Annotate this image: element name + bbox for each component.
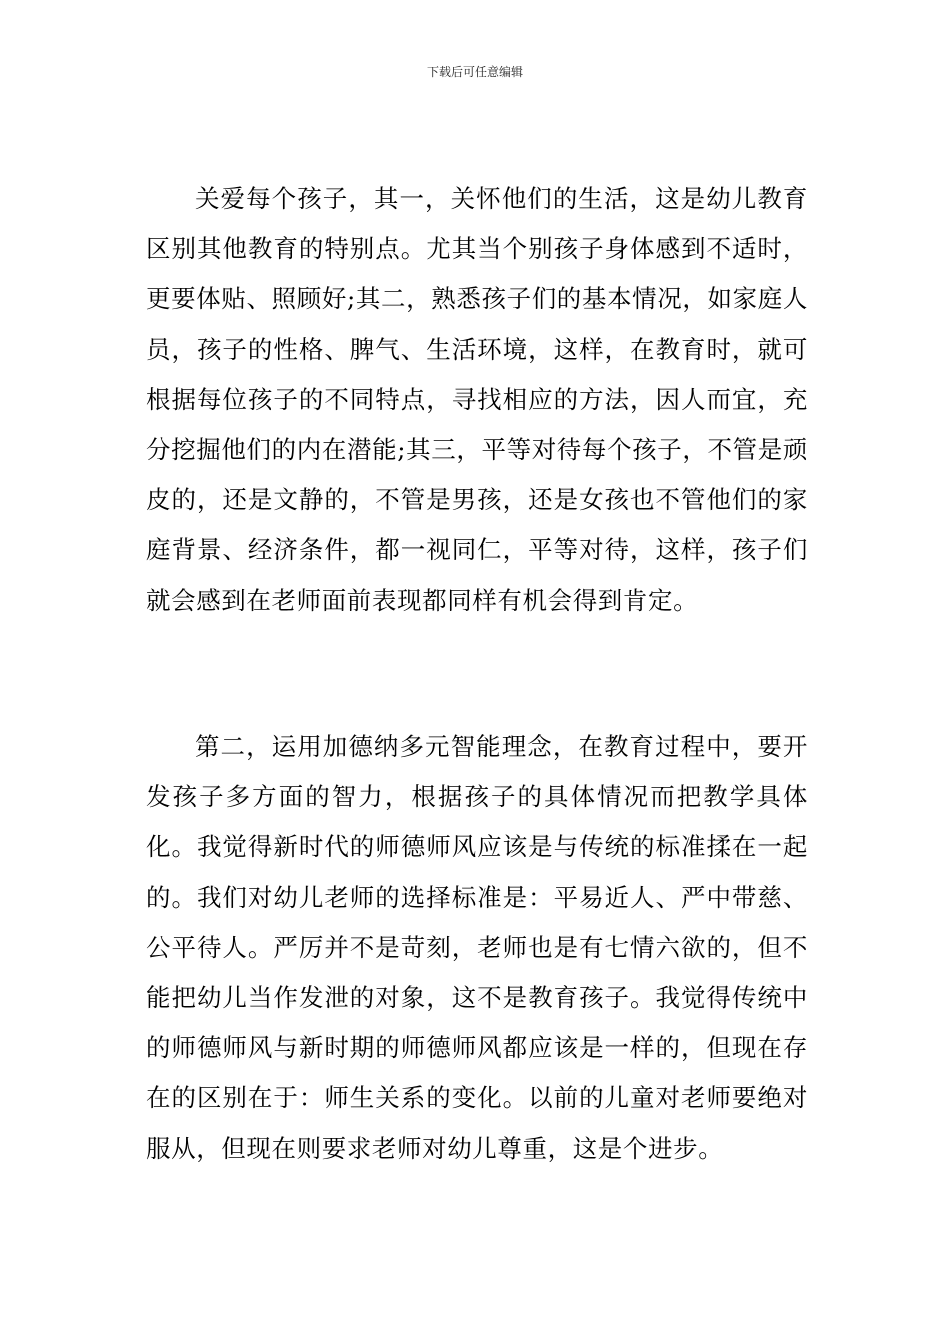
body-paragraph: 关爱每个孩子，其一，关怀他们的生活，这是幼儿教育区别其他教育的特别点。尤其当个别孩子身体感到不适时，更要体贴、照顾好;其二，熟悉孩子们的基本情况，如家庭人员，孩子的性格、脾气、生活环境，这样，在教育时，就可根据每位孩子的不同特点，寻找相应的方法，因人而宜，充分挖掘他们的内在潜能;其三，平等对待每个孩子，不管是顽皮的，还是文静的，不管是男孩，还是女孩也不管他们的家庭背景、经济条件，都一视同仁，平等对待，这样，孩子们就会感到在老师面前表现都同样有机会得到肯定。 — [146, 184, 808, 615]
page-header: 下载后可任意编辑 — [426, 65, 523, 79]
body-paragraph: 第二，运用加德纳多元智能理念，在教育过程中，要开发孩子多方面的智力，根据孩子的具体情况而把教学具体化。我觉得新时代的师德师风应该是与传统的标准揉在一起的。我们对幼儿老师的选择标准是：平易近人、严中带慈、公平待人。严厉并不是苛刻，老师也是有七情六欲的，但不能把幼儿当作发泄的对象，这不是教育孩子。我觉得传统中的师德师风与新时期的师德师风都应该是一样的，但现在存在的区别在于：师生关系的变化。以前的儿童对老师要绝对服从，但现在则要求老师对幼儿尊重，这是个进步。 — [146, 732, 808, 1163]
